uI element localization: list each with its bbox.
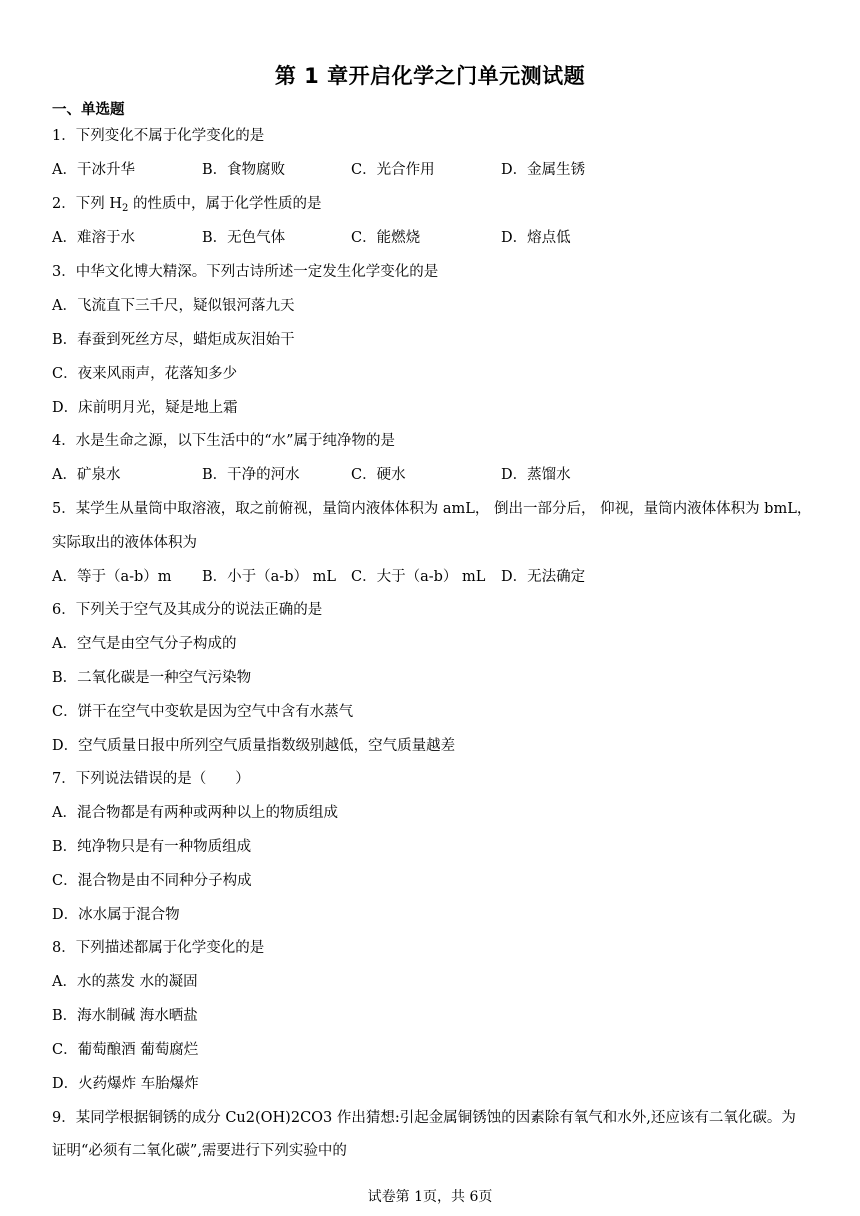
q7-option-b: B．纯净物只是有一种物质组成 — [52, 839, 252, 855]
question-4-options — [52, 465, 752, 485]
question-6-stem: 6．下列关于空气及其成分的说法正确的是 — [52, 602, 323, 618]
q4-option-d: D．蒸馏水 — [501, 467, 571, 483]
q3-option-b: B．春蚕到死丝方尽，蜡炬成灰泪始干 — [52, 332, 295, 348]
section-heading: 一、单选题 — [52, 102, 125, 118]
q4-option-c: C．硬水 — [351, 467, 406, 483]
q2-option-a: A．难溶于水 — [52, 230, 135, 246]
question-5-stem-line-2: 实际取出的液体体积为 — [52, 535, 197, 551]
question-7-stem: 7．下列说法错误的是（ ） — [52, 771, 250, 787]
q6-option-d: D．空气质量日报中所列空气质量指数级别越低，空气质量越差 — [52, 738, 456, 754]
page-footer: 试卷第 1页，共 6页 — [367, 1189, 493, 1205]
question-4-stem: 4．水是生命之源，以下生活中的“水”属于纯净物的是 — [52, 433, 396, 449]
question-2-stem — [52, 194, 321, 214]
question-8-stem: 8．下列描述都属于化学变化的是 — [52, 940, 265, 956]
question-1-stem: 1．下列变化不属于化学变化的是 — [52, 128, 265, 144]
q3-option-a: A．飞流直下三千尺，疑似银河落九天 — [52, 298, 295, 314]
q5-option-d: D．无法确定 — [501, 569, 586, 585]
q1-option-d: D．金属生锈 — [501, 162, 586, 178]
q6-option-a: A．空气是由空气分子构成的 — [52, 636, 237, 652]
q2-stem-post: 的性质中，属于化学性质的是 — [128, 196, 322, 212]
q2-stem-subscript: 2 — [121, 203, 129, 214]
q1-option-a: A．干冰升华 — [52, 162, 135, 178]
q6-option-c: C．饼干在空气中变软是因为空气中含有水蒸气 — [52, 704, 354, 720]
question-9-stem-line-2: 证明“必须有二氧化碳”,需要进行下列实验中的 — [52, 1143, 347, 1159]
q1-option-c: C．光合作用 — [351, 162, 435, 178]
q7-option-d: D．冰水属于混合物 — [52, 907, 180, 923]
question-9-stem-line-1: 9．某同学根据铜锈的成分 Cu2(OH)2CO3 作出猜想:引起金属铜锈蚀的因素除有氧气和水外,还应该有二氧化碳。为 — [52, 1110, 796, 1126]
q8-option-c: C．葡萄酿酒 葡萄腐烂 — [52, 1042, 199, 1058]
question-1-options — [52, 160, 752, 180]
q2-option-b: B．无色气体 — [202, 230, 286, 246]
q2-option-d: D．熔点低 — [501, 230, 571, 246]
q4-option-a: A．矿泉水 — [52, 467, 121, 483]
question-2-options — [52, 228, 752, 248]
q2-stem-pre: 2．下列 H — [52, 196, 122, 212]
q4-option-b: B．干净的河水 — [202, 467, 300, 483]
q3-option-c: C．夜来风雨声，花落知多少 — [52, 366, 238, 382]
q7-option-c: C．混合物是由不同种分子构成 — [52, 873, 252, 889]
q5-option-a: A．等于（a-b）m — [52, 569, 172, 585]
question-3-stem: 3．中华文化博大精深。下列古诗所述一定发生化学变化的是 — [52, 264, 439, 280]
q6-option-b: B．二氧化碳是一种空气污染物 — [52, 670, 252, 686]
q2-option-c: C．能燃烧 — [351, 230, 421, 246]
q5-option-c: C．大于（a-b） mL — [351, 569, 486, 585]
page-title: 第 1 章开启化学之门单元测试题 — [274, 64, 586, 88]
q1-option-b: B．食物腐败 — [202, 162, 286, 178]
q8-option-b: B．海水制碱 海水晒盐 — [52, 1008, 198, 1024]
q5-option-b: B．小于（a-b） mL — [202, 569, 336, 585]
q7-option-a: A．混合物都是有两种或两种以上的物质组成 — [52, 805, 338, 821]
q3-option-d: D．床前明月光，疑是地上霜 — [52, 400, 238, 416]
q8-option-d: D．火药爆炸 车胎爆炸 — [52, 1076, 199, 1092]
q8-option-a: A．水的蒸发 水的凝固 — [52, 974, 198, 990]
question-5-options — [52, 567, 752, 587]
question-5-stem-line-1: 5．某学生从量筒中取溶液，取之前俯视，量筒内液体体积为 amL， 倒出一部分后， 仰视，量筒内液体体积为 bmL， — [52, 501, 812, 517]
